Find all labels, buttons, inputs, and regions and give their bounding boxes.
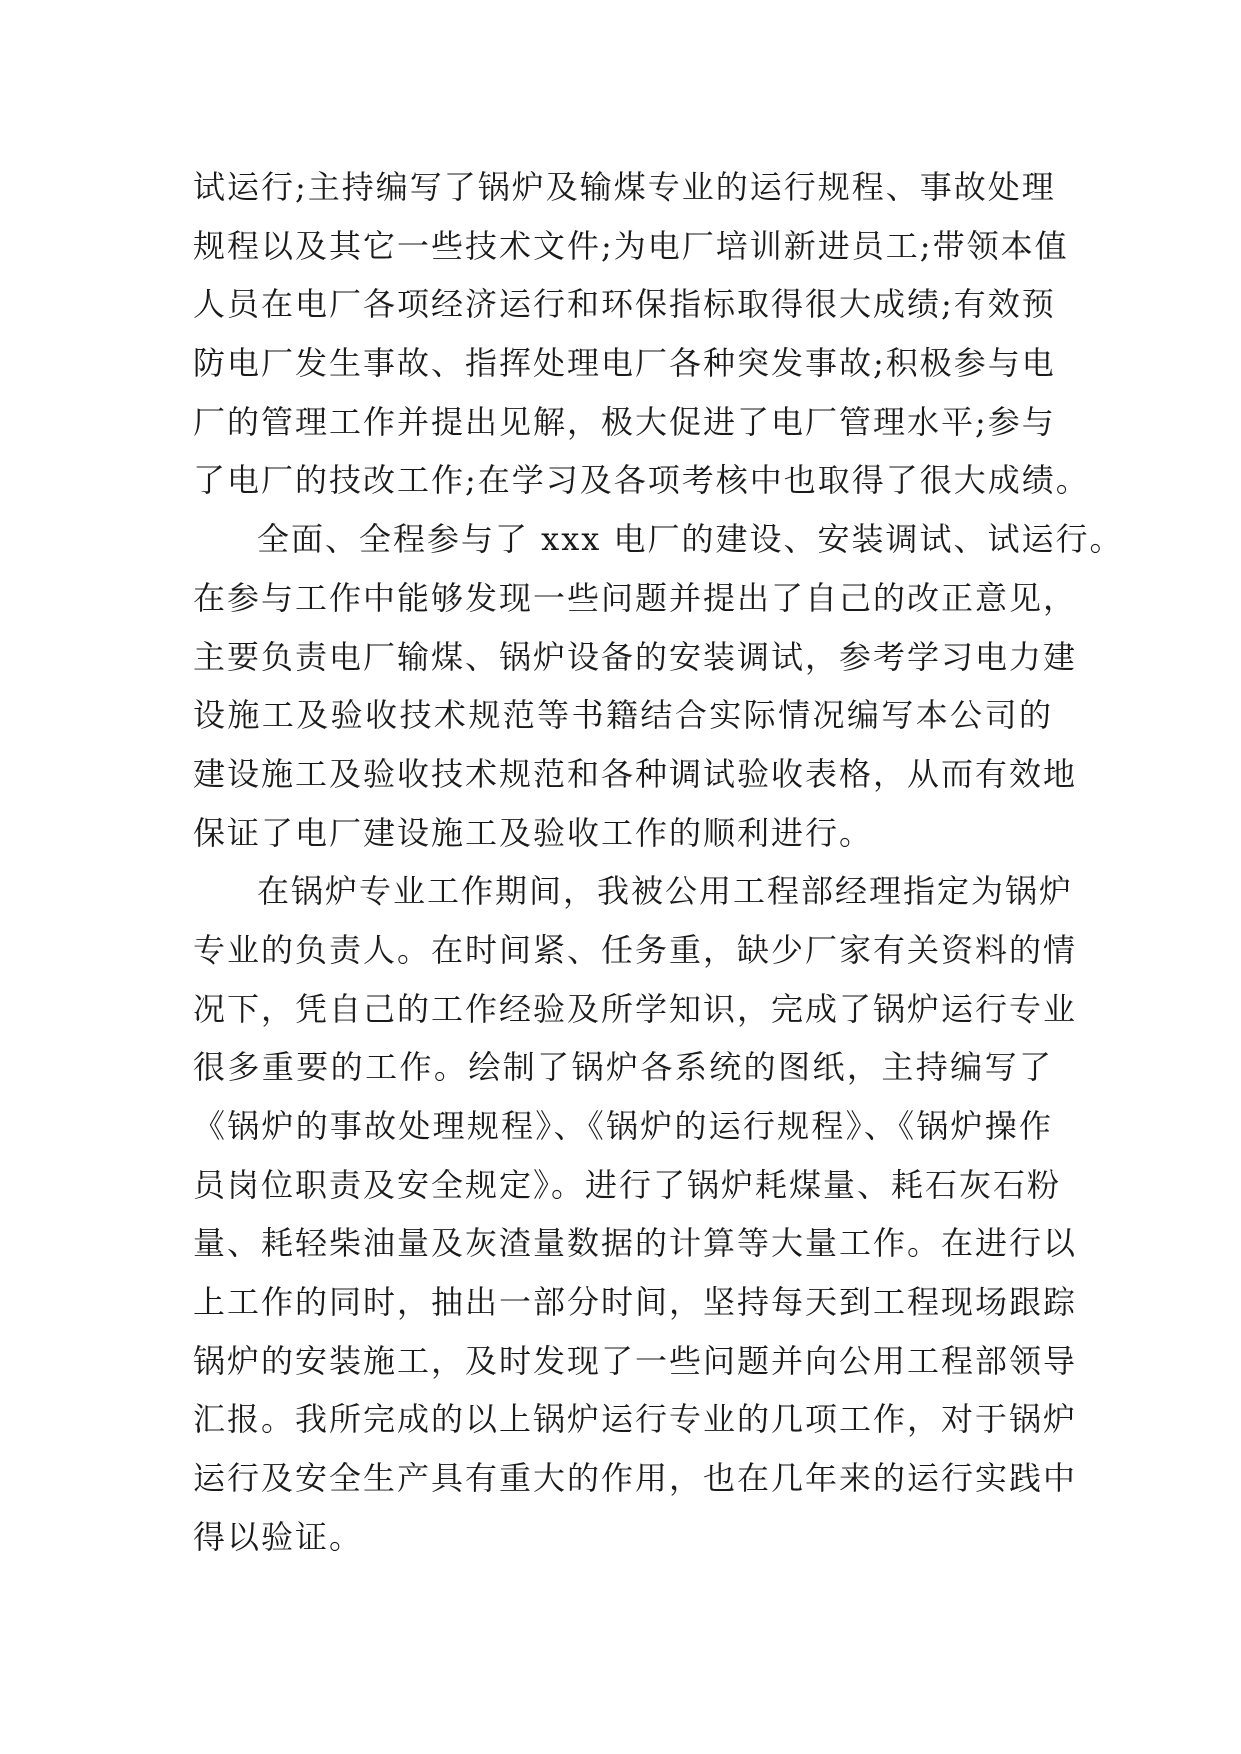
text-line: 保证了电厂建设施工及验收工作的顺利进行。 <box>193 813 874 852</box>
text-line: 上工作的同时，抽出一部分时间，坚持每天到工程现场跟踪 <box>193 1283 1078 1322</box>
paragraph-1 <box>193 158 1090 510</box>
text-line: 运行及安全生产具有重大的作用，也在几年来的运行实践中 <box>193 1459 1078 1498</box>
text-line: 全面、全程参与了 xxx 电厂的建设、安装调试、试运行。 <box>257 520 1124 559</box>
text-line: 况下，凭自己的工作经验及所学知识，完成了锅炉运行专业 <box>193 989 1078 1028</box>
text-line: 了电厂的技改工作;在学习及各项考核中也取得了很大成绩。 <box>193 461 1090 500</box>
text-line: 专业的负责人。在时间紧、任务重，缺少厂家有关资料的情 <box>193 930 1078 969</box>
text-line: 汇报。我所完成的以上锅炉运行专业的几项工作，对于锅炉 <box>193 1400 1078 1439</box>
text-line: 主要负责电厂输煤、锅炉设备的安装调试，参考学习电力建 <box>193 637 1078 676</box>
text-line: 建设施工及验收技术规范和各种调试验收表格，从而有效地 <box>193 754 1078 793</box>
text-line: 厂的管理工作并提出见解，极大促进了电厂管理水平;参与 <box>193 402 1056 441</box>
paragraph-2 <box>193 510 1124 862</box>
text-line: 在锅炉专业工作期间，我被公用工程部经理指定为锅炉 <box>257 872 1074 911</box>
text-line: 《锅炉的事故处理规程》、《锅炉的运行规程》、《锅炉操作 <box>193 1107 1053 1145</box>
text-line: 规程以及其它一些技术文件;为电厂培训新进员工;带领本值 <box>193 226 1069 265</box>
text-line: 人员在电厂各项经济运行和环保指标取得很大成绩;有效预 <box>193 285 1056 324</box>
text-line: 量、耗轻柴油量及灰渣量数据的计算等大量工作。在进行以 <box>193 1224 1078 1263</box>
text-line: 试运行;主持编写了锅炉及输煤专业的运行规程、事故处理 <box>193 168 1056 206</box>
paragraph-3 <box>193 862 1078 1566</box>
text-line: 得以验证。 <box>193 1517 364 1556</box>
body-text <box>193 158 1124 1567</box>
text-line: 防电厂发生事故、指挥处理电厂各种突发事故;积极参与电 <box>193 344 1056 383</box>
text-line: 设施工及验收技术规范等书籍结合实际情况编写本公司的 <box>193 696 1053 735</box>
text-line: 很多重要的工作。绘制了锅炉各系统的图纸，主持编写了 <box>193 1048 1053 1087</box>
text-line: 在参与工作中能够发现一些问题并提出了自己的改正意见， <box>193 578 1078 617</box>
text-line: 锅炉的安装施工，及时发现了一些问题并向公用工程部领导 <box>193 1341 1078 1380</box>
text-line: 员岗位职责及安全规定》。进行了锅炉耗煤量、耗石灰石粉 <box>193 1165 1062 1204</box>
